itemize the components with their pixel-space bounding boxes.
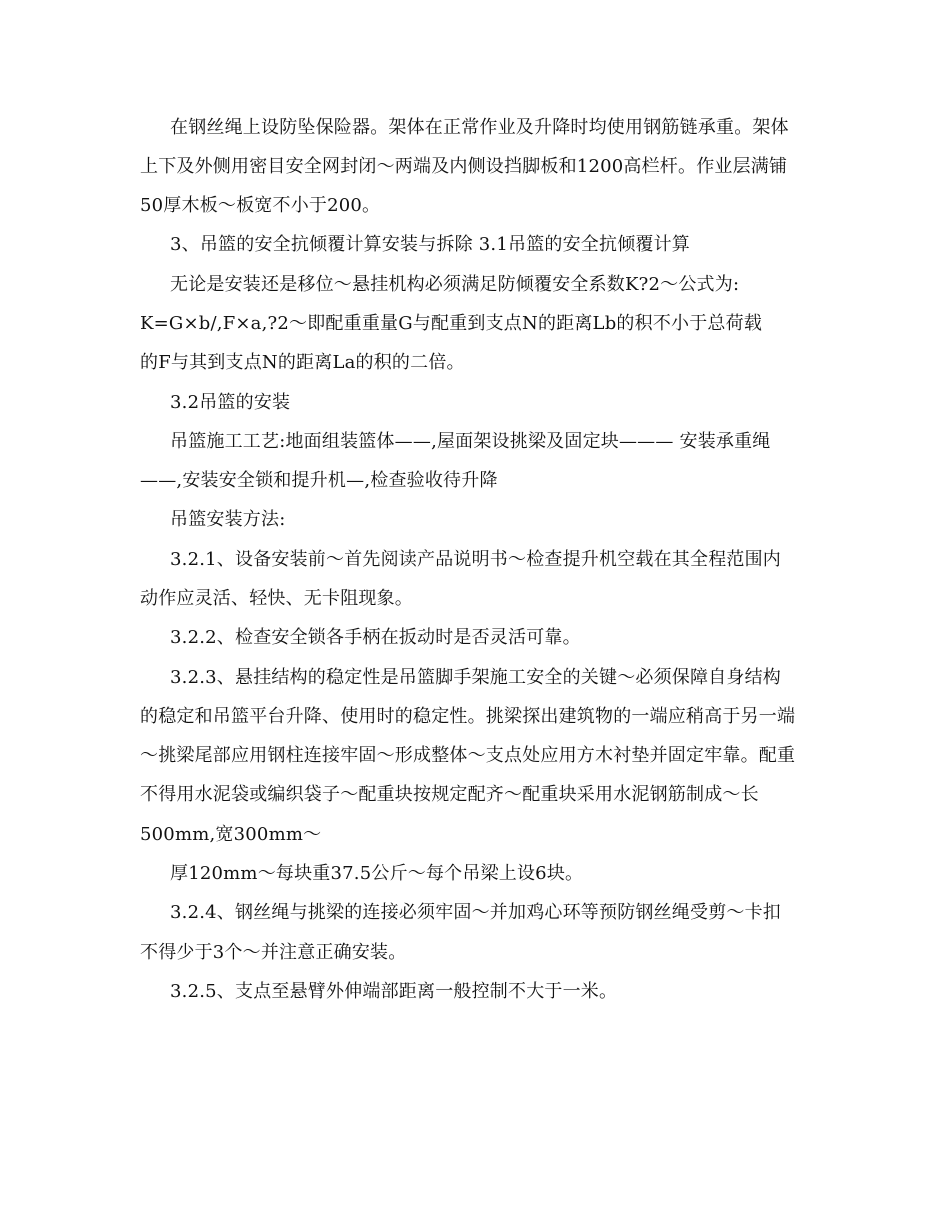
text-line: 不得用水泥袋或编织袋子～配重块按规定配齐～配重块采用水泥钢筋制成～长 xyxy=(140,784,759,805)
text-line: 在钢丝绳上设防坠保险器。架体在正常作业及升降时均使用钢筋链承重。架体 xyxy=(170,117,789,138)
text-line: 吊篮施工工艺:地面组装篮体——,屋面架设挑梁及固定块——— 安装承重绳 xyxy=(170,431,771,452)
subsection-heading: 3.2吊篮的安装 xyxy=(170,392,291,413)
text-line: 的稳定和吊篮平台升降、使用时的稳定性。挑梁探出建筑物的一端应稍高于另一端 xyxy=(140,706,796,727)
text-line: 厚120mm～每块重37.5公斤～每个吊梁上设6块。 xyxy=(170,863,584,884)
formula-line: K=G×b/,F×a,?2～即配重重量G与配重到支点N的距离Lb的积不小于总荷载 xyxy=(140,313,763,334)
text-line: ——,安装安全锁和提升机—,检查验收待升降 xyxy=(140,470,498,491)
text-line: 无论是安装还是移位～悬挂机构必须满足防倾覆安全系数K?2～公式为: xyxy=(170,274,740,295)
text-line: 3.2.4、钢丝绳与挑梁的连接必须牢固～并加鸡心环等预防钢丝绳受剪～卡扣 xyxy=(170,902,781,923)
text-line: 上下及外侧用密目安全网封闭～两端及内侧设挡脚板和1200高栏杆。作业层满铺 xyxy=(140,156,788,177)
text-line: 的F与其到支点N的距离La的积的二倍。 xyxy=(140,352,465,373)
text-line: 不得少于3个～并注意正确安装。 xyxy=(140,942,407,963)
text-line: 3.2.5、支点至悬臂外伸端部距离一般控制不大于一米。 xyxy=(170,981,618,1002)
text-line: 3.2.1、设备安装前～首先阅读产品说明书～检查提升机空载在其全程范围内 xyxy=(170,549,781,570)
section-heading: 3、吊篮的安全抗倾覆计算安装与拆除 3.1吊篮的安全抗倾覆计算 xyxy=(170,234,690,255)
text-line: 500mm,宽300mm～ xyxy=(140,824,322,845)
text-line: 动作应灵活、轻快、无卡阻现象。 xyxy=(140,588,413,609)
text-line: 吊篮安装方法: xyxy=(170,509,286,530)
text-line: 3.2.2、检查安全锁各手柄在扳动时是否灵活可靠。 xyxy=(170,627,581,648)
text-line: 3.2.3、悬挂结构的稳定性是吊篮脚手架施工安全的关键～必须保障自身结构 xyxy=(170,667,781,688)
text-line: ～挑梁尾部应用钢柱连接牢固～形成整体～支点处应用方木衬垫并固定牢靠。配重 xyxy=(140,745,796,766)
text-line: 50厚木板～板宽不小于200。 xyxy=(140,195,381,216)
